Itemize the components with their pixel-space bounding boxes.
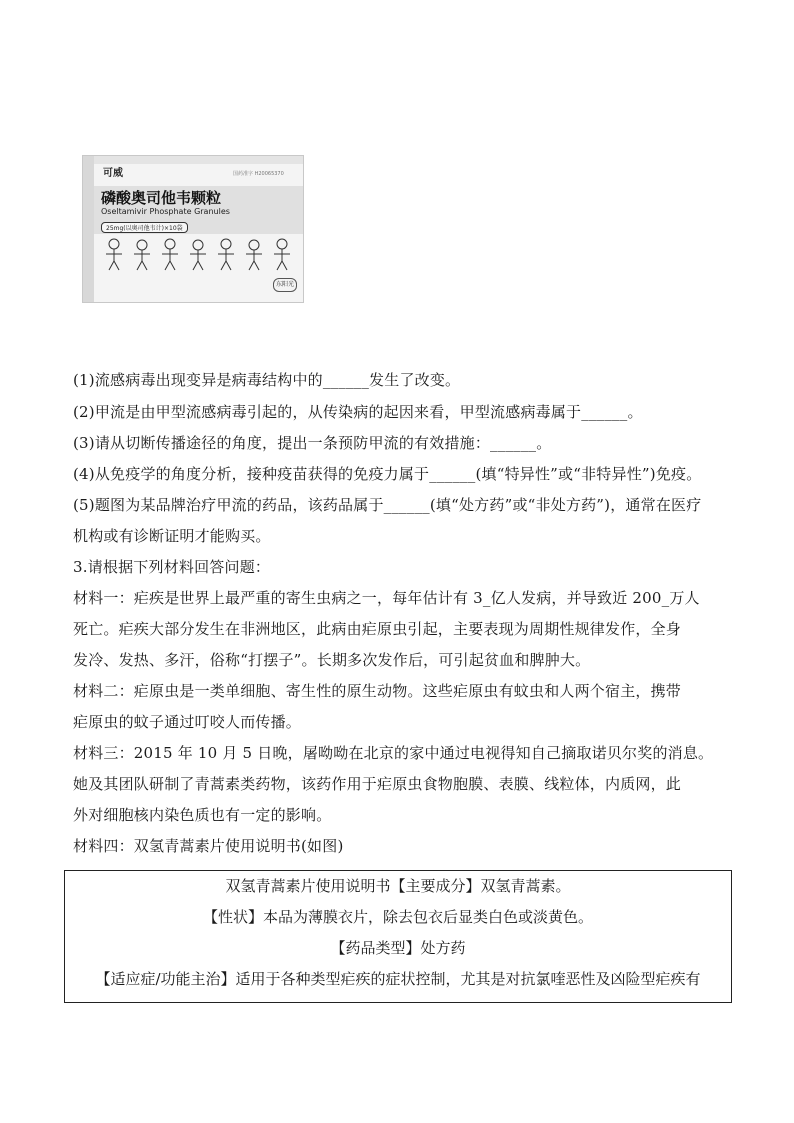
material-1-line: 发冷、发热、多汗，俗称“打摆子”。长期多次发作后，可引起贫血和脾肿大。 (73, 651, 591, 669)
question-5-continued: 机构或有诊断证明才能购买。 (73, 527, 271, 545)
leaflet-box (64, 870, 732, 1003)
question-3: (3)请从切断传播途径的角度，提出一条预防甲流的有效措施：______。 (73, 434, 552, 452)
leaflet-line: 【药品类型】处方药 (330, 939, 466, 957)
material-4-title: 材料四：双氢青蒿素片使用说明书(如图) (73, 837, 344, 855)
question-3-title: 3.请根据下列材料回答问题： (73, 558, 271, 576)
box-english-name: Oseltamivir Phosphate Granules (101, 207, 230, 216)
question-2: (2)甲流是由甲型流感病毒引起的，从传染病的起因来看，甲型流感病毒属于______。 (73, 403, 643, 421)
box-side-edge (83, 156, 94, 302)
question-1: (1)流感病毒出现变异是病毒结构中的______发生了改变。 (73, 371, 461, 389)
question-4: (4)从免疫学的角度分析，接种疫苗获得的免疫力属于______(填“特异性”或“非特异性”)免疫。 (73, 465, 702, 483)
box-children-illustration (94, 236, 304, 272)
box-top-edge (83, 156, 303, 164)
box-manufacturer-logo: 东阳光 (273, 278, 297, 292)
material-1-line: 死亡。疟疾大部分发生在非洲地区，此病由疟原虫引起，主要表现为周期性规律发作，全身 (73, 620, 682, 638)
box-approval-number: 国药准字 H20065370 (233, 171, 284, 177)
medicine-box-image (82, 155, 304, 303)
material-3-line: 材料三：2015 年 10 月 5 日晚，屠呦呦在北京的家中通过电视得知自己摘取诺贝尔奖的消息。 (73, 744, 714, 762)
material-3-line: 外对细胞核内染色质也有一定的影响。 (73, 806, 332, 824)
question-5: (5)题图为某品牌治疗甲流的药品，该药品属于______(填“处方药”或“非处方药”)，通常在医疗 (73, 496, 702, 514)
material-1-line: 材料一：疟疾是世界上最严重的寄生虫病之一，每年估计有 3_亿人发病，并导致近 200_万人 (73, 589, 700, 607)
leaflet-line: 双氢青蒿素片使用说明书【主要成分】双氢青蒿素。 (225, 877, 571, 895)
material-3-line: 她及其团队研制了青蒿素类药物，该药作用于疟原虫食物胞膜、表膜、线粒体，内质网，此 (73, 775, 682, 793)
material-2-line: 材料二：疟原虫是一类单细胞、寄生性的原生动物。这些疟原虫有蚊虫和人两个宿主，携带 (73, 682, 682, 700)
box-brand: 可威 (103, 168, 123, 179)
leaflet-line: 【性状】本品为薄膜衣片，除去包衣后显类白色或淡黄色。 (202, 908, 593, 926)
leaflet-line: 【适应症/功能主治】适用于各种类型疟疾的症状控制，尤其是对抗氯喹恶性及凶险型疟疾有 (95, 970, 701, 988)
box-spec: 25mg(以奥司他韦计)×10袋 (101, 222, 188, 233)
box-chinese-name: 磷酸奥司他韦颗粒 (101, 189, 222, 207)
material-2-line: 疟原虫的蚊子通过叮咬人而传播。 (73, 713, 302, 731)
